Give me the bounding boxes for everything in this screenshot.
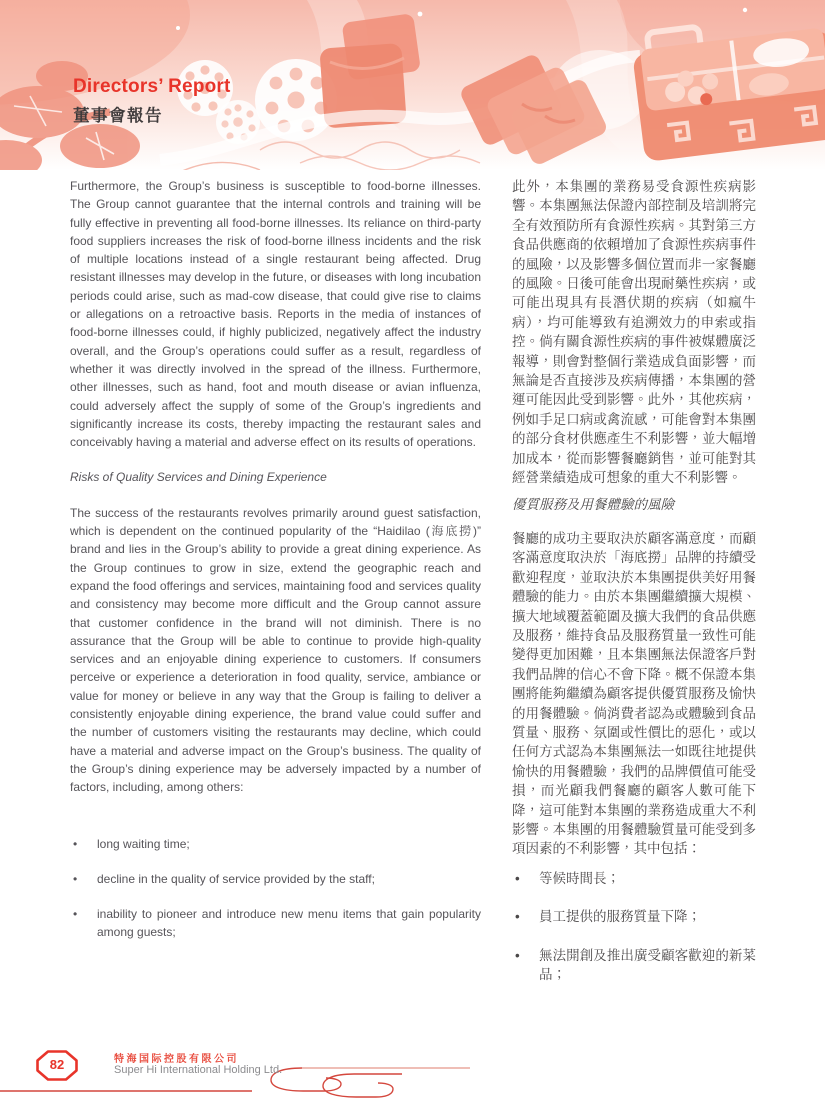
page-number-badge <box>36 1050 78 1081</box>
company-name-english: Super Hi International Holding Ltd. <box>114 1064 283 1076</box>
paragraph-foodborne-risk-zh: 此外，本集團的業務易受食源性疾病影響。本集團無法保證內部控制及培訓將完全有效預防所有食源性疾病。其對第三方食品供應商的依賴增加了食源性疾病事件的風險，以及影響多個位置而非一家餐廳的風險。日後可能會出現耐藥性疾病，或可能出現具有長潛伏期的疾病（如瘋牛病），均可能導致有追溯效力的申索或指控。倘有關食源性疾病的事件被媒體廣泛報導，則會對整個行業造成負面影響，而無論是否直接涉及疾病傳播，本集團的營運可能因此受到影響。此外，其他疾病，例如手足口病或禽流感，可能會對本集團的部分食材供應產生不利影響，並大幅增加成本，從而影響餐廳銷售，並可能對其經營業績造成可想象的重大不利影響。 <box>512 179 756 486</box>
list-item: • 員工提供的服務質量下降； <box>512 907 756 926</box>
list-item: • long waiting time; <box>70 835 481 853</box>
chinese-column <box>512 177 756 984</box>
paragraph-foodborne-risk-en: Furthermore, the Group’s business is susceptible to food-borne illnesses. The Group cannot guarantee that the internal controls and training will be fully effective in preventing all food-borne illnesses. Its reliance on third-party food suppliers increases the risk of food-borne illness incidents and the risk of multiple locations instead of a single restaurant being affected. Drug resistant illnesses may develop in the future, or diseases with long incubation periods could arise, such as mad-cow disease, that could give rise to claims or allegations on a retroactive basis. Reports in the media of instances of food-borne illnesses could, if highly publicized, negatively affect the industry overall, and the Group’s operations could suffer as a result, regardless of whether it was directly involved in the spread of the illness. Furthermore, other illnesses, such as hand, foot and mouth disease or avian influenza, could adversely affect the supply of some of the Group’s ingredients and significantly increase its costs, thereby impacting the restaurant sales and conceivably having a material and adverse effect on its results of operations. <box>70 179 481 450</box>
paragraph-dining-experience-zh: 餐廳的成功主要取決於顧客滿意度，而顧客滿意度取決於「海底撈」品牌的持續受歡迎程度，並取決於本集團提供美好用餐體驗的能力。由於本集團繼續擴大規模、擴大地域覆蓋範圍及擴大我們的食品供應及服務，維持食品及服務質量一致性可能變得更加困難，且本集團無法保證客戶對我們品牌的信心不會下降。概不保證本集團將能夠繼續為顧客提供優質服務及愉快的用餐體驗。倘消費者認為或體驗到食品質量、服務、氛圍或性價比的惡化，或以任何方式認為本集團無法一如既往地提供愉快的用餐體驗，我們的品牌價值可能受損，而光顧我們餐廳的顧客人數可能下降，這可能對本集團的業務造成重大不利影響。本集團的用餐體驗質量可能受到多項因素的不利影響，其中包括： <box>512 530 756 857</box>
list-item: • decline in the quality of service provided by the staff; <box>70 870 481 888</box>
company-name-chinese: 特海国际控股有限公司 <box>114 1054 239 1065</box>
risk-factor-list-en <box>70 835 481 942</box>
list-item: • 無法開創及推出廣受顧客歡迎的新菜品； <box>512 946 756 985</box>
page-header <box>0 0 825 170</box>
section-heading-en: Risks of Quality Services and Dining Experience <box>70 470 327 485</box>
page-title-chinese: 董事會報告 <box>73 107 163 125</box>
list-item: • 等候時間長； <box>512 869 756 888</box>
page-title: Directors’ Report <box>73 76 231 97</box>
list-item: • inability to pioneer and introduce new menu items that gain popularity among guests; <box>70 905 481 942</box>
page-number: 82 <box>49 1057 65 1072</box>
risk-factor-list-zh <box>512 869 756 985</box>
paragraph-dining-experience-en: The success of the restaurants revolves primarily around guest satisfaction, which is dependent on the continued popularity of the “Haidilao (海底撈)” brand and lies in the Group’s ability to provide a great dining experience. As the Group continues to grow in size, extend the geographic reach and expand the food offerings and services, maintaining food and services quality and consistency may become more difficult and the Group cannot assure that customer confidence in the brand will not diminish. There is no assurance that the Group will be able to continue to provide high-quality services and an enjoyable dining experience to customers. If consumers perceive or experience a deterioration in food quality, service, ambiance or value for money or believe in any way that the Group is failing to deliver a consistently enjoyable dining experience, the brand value could suffer and the number of customers visiting the restaurants may decline, which could have a material and adverse impact on the Group’s business. The quality of the Group’s dining experience may be adversely impacted by a number of factors, including, among others: <box>70 505 481 795</box>
english-column <box>70 177 481 942</box>
section-heading-zh: 優質服務及用餐體驗的風險 <box>512 496 674 512</box>
